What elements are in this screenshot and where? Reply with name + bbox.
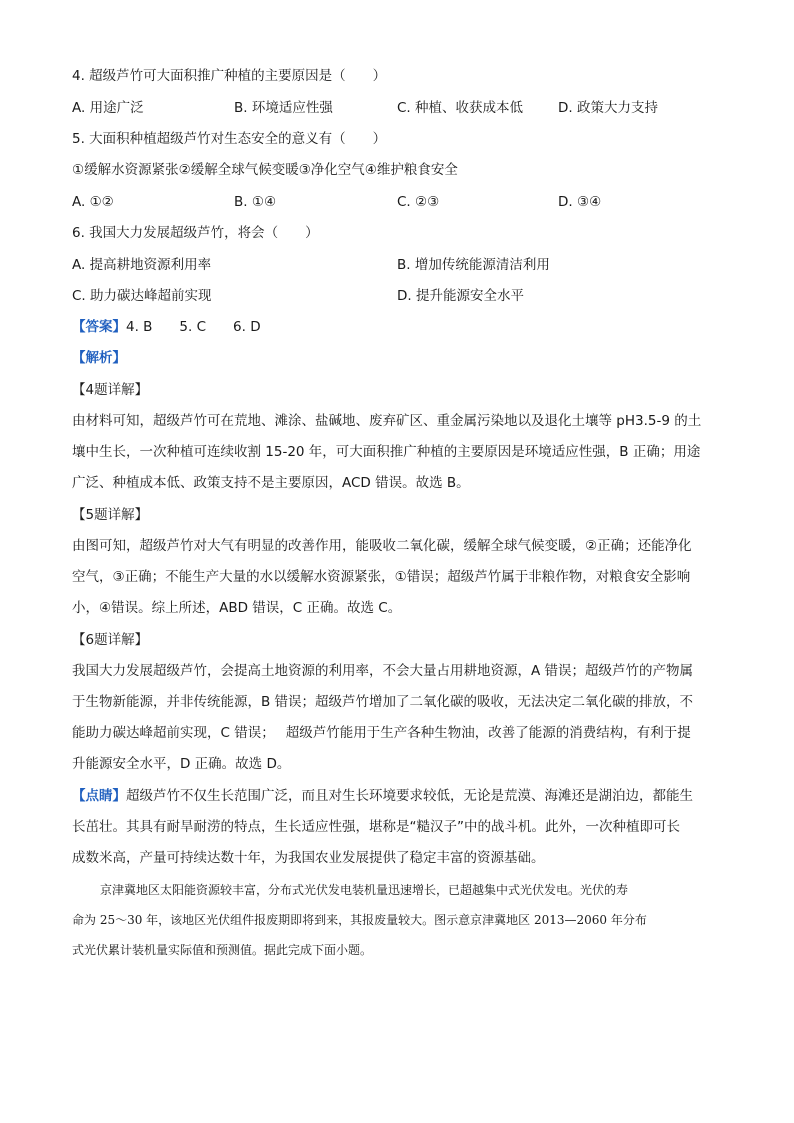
detail-5-heading: 【5题详解】 xyxy=(72,507,149,523)
answer-label: 【答案】 xyxy=(72,319,126,335)
material-line-3: 式光伏累计装机量实际值和预测值。据此完成下面小题。 xyxy=(72,943,373,957)
detail-5-line-2: 空气，③正确；不能生产大量的水以缓解水资源紧张，①错误；超级芦竹属于非粮作物，对粮食安全影响 xyxy=(72,569,691,585)
detail-5-line-3: 小，④错误。综上所述，ABD 错误，C 正确。故选 C。 xyxy=(72,600,402,616)
material-line-2: 命为 25～30 年，该地区光伏组件报废期即将到来，其报废量较大。图示意京津冀地区 2013—2060 年分布 xyxy=(72,913,647,927)
answer-line xyxy=(72,317,261,337)
q6-options-row1 xyxy=(72,255,722,275)
q6-options-row2 xyxy=(72,286,722,306)
detail-5-line-1: 由图可知，超级芦竹对大气有明显的改善作用，能吸收二氧化碳，缓解全球气候变暖，②正确；还能净化 xyxy=(72,538,692,554)
detail-4-line-1: 由材料可知，超级芦竹可在荒地、滩涂、盐碱地、废弃矿区、重金属污染地以及退化土壤等 pH3.5-9 的土 xyxy=(72,413,702,429)
remark-line-2: 长茁壮。其具有耐旱耐涝的特点，生长适应性强，堪称是“糙汉子”中的战斗机。此外，一次种植即可长 xyxy=(72,819,680,835)
q6-stem: 6. 我国大力发展超级芦竹，将会（ ） xyxy=(72,225,319,241)
q4-option-a: A. 用途广泛 xyxy=(72,100,144,116)
detail-6-line-4: 升能源安全水平，D 正确。故选 D。 xyxy=(72,756,291,772)
material-line-1: 京津冀地区太阳能资源较丰富，分布式光伏发电装机量迅速增长，已超越集中式光伏发电。光伏的寿 xyxy=(100,883,629,897)
q5-stem: 5. 大面积种植超级芦竹对生态安全的意义有（ ） xyxy=(72,131,387,147)
remark-line-3: 成数米高，产量可持续达数十年，为我国农业发展提供了稳定丰富的资源基础。 xyxy=(72,850,545,866)
q6-option-c: C. 助力碳达峰超前实现 xyxy=(72,288,212,304)
q5-option-d: D. ③④ xyxy=(558,194,602,210)
detail-6-line-1: 我国大力发展超级芦竹，会提高土地资源的利用率，不会大量占用耕地资源，A 错误；超级芦竹的产物属 xyxy=(72,663,694,679)
q4-option-d: D. 政策大力支持 xyxy=(558,100,658,116)
q6-option-a: A. 提高耕地资源利用率 xyxy=(72,257,212,273)
q4-option-b: B. 环境适应性强 xyxy=(234,100,333,116)
q5-option-a: A. ①② xyxy=(72,194,114,210)
detail-4-heading: 【4题详解】 xyxy=(72,382,149,398)
detail-6-line-2: 于生物新能源，并非传统能源，B 错误；超级芦竹增加了二氧化碳的吸收，无法决定二氧化碳的排放，不 xyxy=(72,694,694,710)
detail-4-line-2: 壤中生长，一次种植可连续收割 15-20 年，可大面积推广种植的主要原因是环境适应性强，B 正确；用途 xyxy=(72,444,701,460)
q4-options xyxy=(72,98,722,118)
detail-6-heading: 【6题详解】 xyxy=(72,632,149,648)
remark-line-1: 【点睛】超级芦竹不仅生长范围广泛，而且对生长环境要求较低，无论是荒漠、海滩还是湖泊边，都能生 xyxy=(72,788,693,804)
remark-label: 【点睛】 xyxy=(72,788,126,804)
detail-4-line-3: 广泛、种植成本低、政策支持不是主要原因，ACD 错误。故选 B。 xyxy=(72,475,470,491)
q5-statement-list: ①缓解水资源紧张②缓解全球气候变暖③净化空气④维护粮食安全 xyxy=(72,162,458,178)
answer-text: 4. B 5. C 6. D xyxy=(126,319,261,335)
q5-options xyxy=(72,192,722,212)
q4-stem: 4. 超级芦竹可大面积推广种植的主要原因是（ ） xyxy=(72,68,387,84)
q4-option-c: C. 种植、收获成本低 xyxy=(397,100,524,116)
detail-6-line-3: 能助力碳达峰超前实现，C 错误； 超级芦竹能用于生产各种生物油，改善了能源的消费结构，有利于提 xyxy=(72,725,691,741)
analysis-label: 【解析】 xyxy=(72,350,126,366)
q5-option-b: B. ①④ xyxy=(234,194,277,210)
q6-option-d: D. 提升能源安全水平 xyxy=(397,288,524,304)
q5-option-c: C. ②③ xyxy=(397,194,440,210)
q6-option-b: B. 增加传统能源清洁利用 xyxy=(397,257,550,273)
